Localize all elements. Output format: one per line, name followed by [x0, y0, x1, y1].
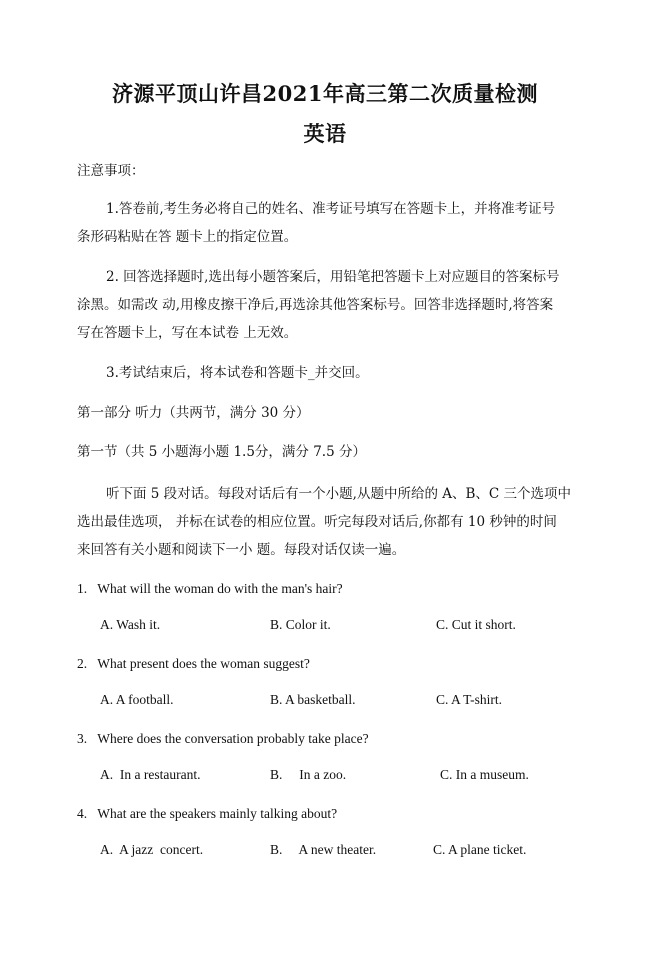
question-3-option-a: A. In a restaurant. [100, 767, 201, 782]
notice-item-3: 3.考试结束后，将本试卷和答题卡_并交回。 [106, 365, 369, 381]
exam-title: 济源平顶山许昌2021年高三第二次质量检测 [112, 81, 538, 106]
question-4 [77, 805, 337, 823]
question-2 [77, 655, 310, 673]
question-text: What are the speakers mainly talking about? [97, 806, 338, 821]
notice-item-2-line-1: 2. 回答选择题时,选出每小题答案后，用铅笔把答题卡上对应题目的答案标号 [106, 269, 560, 285]
notice-item-1-line-1: 1.答卷前,考生务必将自己的姓名、准考证号填写在答题卡上，并将准考证号 [106, 201, 556, 217]
question-3-option-b: B. In a zoo. [270, 767, 347, 782]
question-number: 1. [77, 581, 88, 596]
question-1 [77, 580, 343, 598]
question-2-option-c: C. A T-shirt. [436, 692, 503, 707]
question-number: 4. [77, 806, 88, 821]
question-1-option-b: B. Color it. [270, 617, 331, 632]
notice-item-2-line-3: 写在答题卡上，写在本试卷 上无效。 [77, 325, 298, 341]
question-3 [77, 730, 369, 748]
question-2-option-b: B. A basketball. [270, 692, 356, 707]
question-2-option-a: A. A football. [100, 692, 174, 707]
notice-item-1-line-2: 条形码粘贴在答 题卡上的指定位置。 [77, 229, 298, 245]
instruction-line-1: 听下面 5 段对话。每段对话后有一个小题,从题中所给的 A、B、C 三个选项中 [106, 486, 572, 502]
instruction-line-2: 选出最佳选项， 并标在试卷的相应位置。听完每段对话后,你都有 10 秒钟的时间 [77, 514, 557, 530]
instruction-line-3: 来回答有关小题和阅读下一小 题。每段对话仅读一遍。 [77, 542, 406, 558]
question-number: 2. [77, 656, 88, 671]
notice-heading: 注意事项： [77, 163, 145, 179]
exam-subject: 英语 [303, 121, 347, 146]
question-4-option-c: C. A plane ticket. [433, 842, 527, 857]
question-text: Where does the conversation probably take place? [97, 731, 369, 746]
question-1-option-c: C. Cut it short. [436, 617, 516, 632]
question-text: What present does the woman suggest? [97, 656, 310, 671]
question-number: 3. [77, 731, 88, 746]
question-1-option-a: A. Wash it. [100, 617, 161, 632]
question-4-option-a: A. A jazz concert. [100, 842, 204, 857]
question-3-option-c: C. In a museum. [440, 767, 529, 782]
section1-heading: 第一节（共 5 小题海小题 1.5分，满分 7.5 分） [77, 444, 366, 460]
notice-item-2-line-2: 涂黑。如需改 动,用橡皮擦干净后,再选涂其他答案标号。回答非选择题时,将答案 [77, 297, 554, 313]
question-text: What will the woman do with the man's hair? [97, 581, 343, 596]
question-4-option-b: B. A new theater. [270, 842, 377, 857]
part1-heading: 第一部分 听力（共两节，满分 30 分） [77, 405, 310, 421]
